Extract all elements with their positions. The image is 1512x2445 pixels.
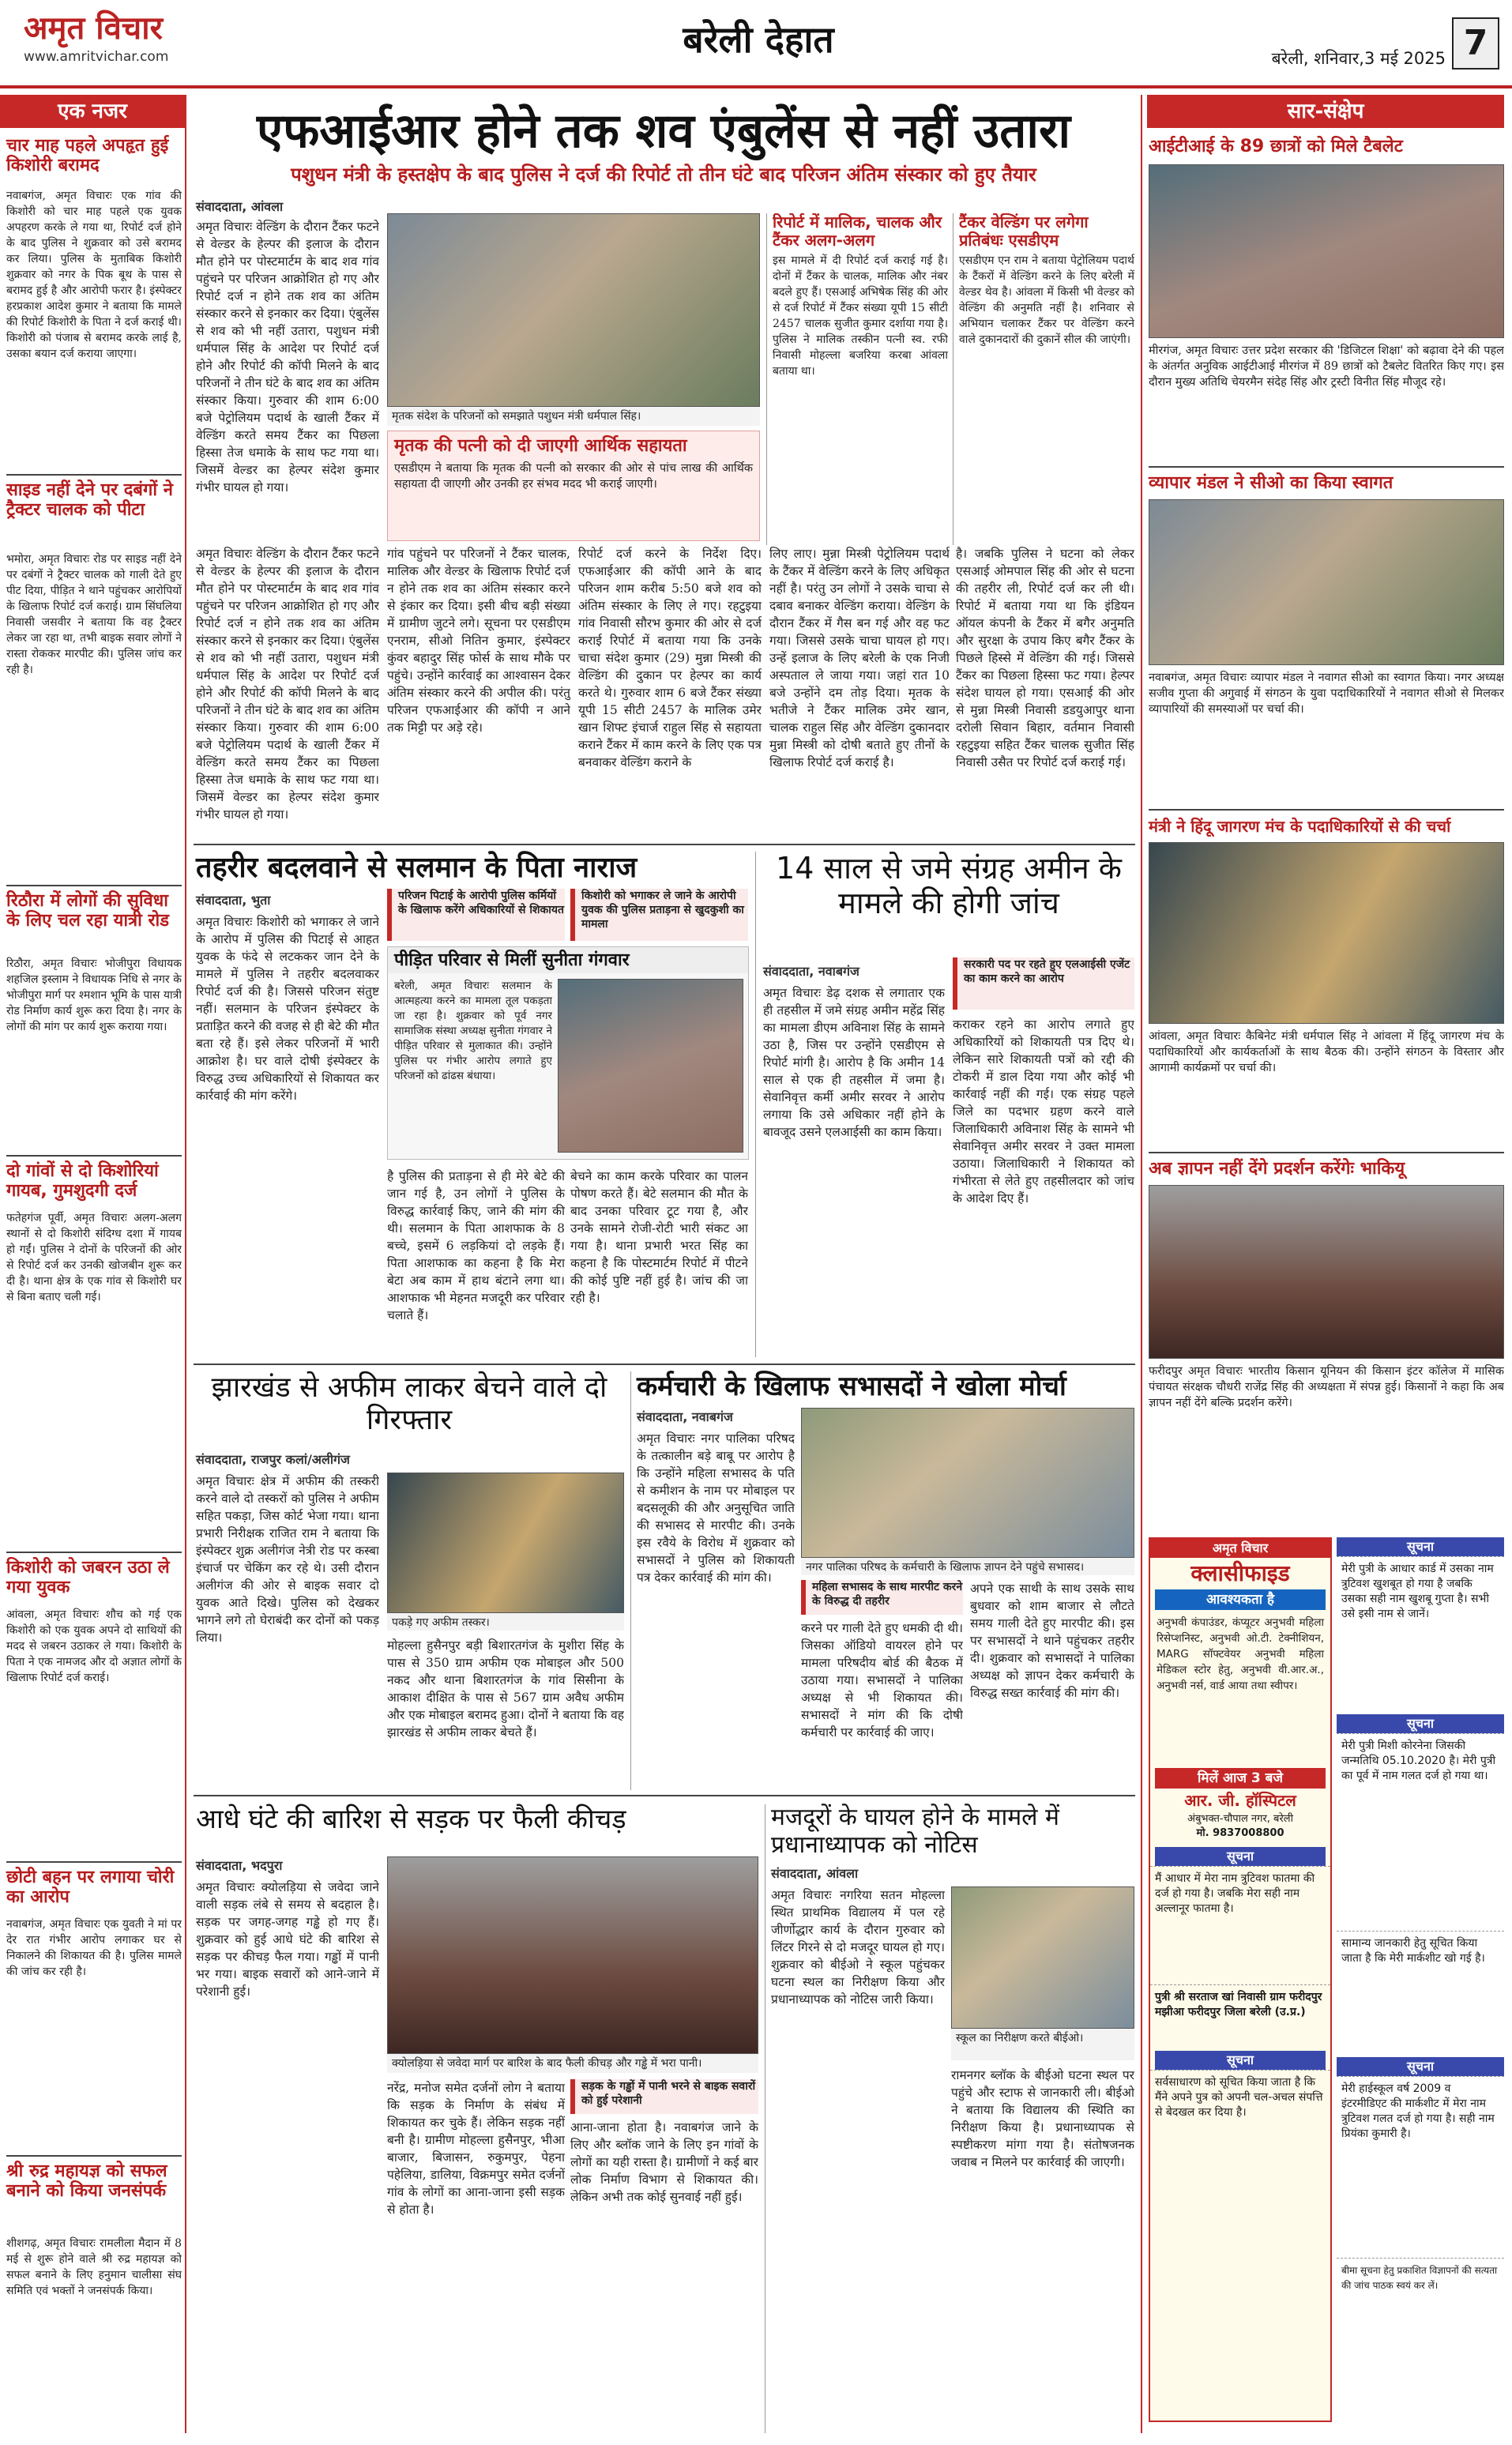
brand-logo: [24, 9, 229, 73]
story-byline: संवाददाता, नवाबगंज: [637, 1409, 733, 1424]
story-byline: संवाददाता, भदपुरा: [196, 1858, 283, 1873]
story-column-2: कराकर रहने का आरोप लगाते हुए अधिकारियों को शिकायती पत्र दिए थे। लेकिन सारे शिकायती पत्रों को रद्दी की टोकरी में डाल दिया गया और कोई भी कार्रवाई नहीं की गई। एक संग्रह पहले जिले का पदभार ग्रहण करने वाले जिलाधिकारी अविनाश सिंह के सामने भी सेवानिवृत्त अमीर सरवर ने उक्त मामला उठाया। जिलाधिकारी ने शिकायत को गंभीरता से लेते हुए तहसीलदार को जांच के आदेश दिए हैं।: [953, 1017, 1134, 1206]
brief-title: व्यापार मंडल ने सीओ का किया स्वागत: [1149, 473, 1394, 493]
story-column-2: रामनगर ब्लॉक के बीईओ घटना स्थल पर पहुंचे और स्टाफ से जानकारी ली। बीईओ ने बताया कि विद्यालय की स्थिति का निरीक्षण किया है। प्रधानाध्यापक से स्पष्टीकरण मांगा गया है। संतोषजनक जवाब न मिलने पर कार्रवाई की जाएगी।: [951, 2068, 1134, 2169]
section-header-ek-nazar: एक नजर: [0, 95, 185, 128]
brand-name: अमृत विचार: [24, 10, 163, 47]
left-column: [0, 95, 186, 2433]
masthead: [0, 0, 1512, 88]
story-byline: संवाददाता, नवाबगंज: [763, 964, 859, 979]
story-byline: संवाददाता, भुता: [196, 893, 271, 908]
lead-info-box: [387, 431, 760, 541]
notice-item: पुत्री श्री सरताज खां निवासी ग्राम फरीदपुर मझीआ फरीदपुर जिला बरेली (उ.प्र.): [1150, 1984, 1330, 2048]
lead-column-3: रिपोर्ट दर्ज करने के निर्देश दिए। एफआईआर की कॉपी आने के बाद परिजन शाम करीब 5:50 बजे शव को अंतिम संस्कार के लिए ले गए। रहटुइया गांव निवासी सौरभ कुमार की ओर से दर्ज कराई रिपोर्ट में बताया गया कि उनके चाचा संदेश कुमार (29) मुन्ना मिस्त्री की वेल्डिंग की दुकान पर हेल्पर का कार्य करते थे। गुरुवार शाम 6 बजे टैंकर संख्या यूपी 15 सीटी 2457 के मालिक उमेर खान शिफ्ट इंचार्ज राहुल सिंह से सहायता कराने टैंकर में काम करने के लिए एक पत्र बनवाकर वेल्डिंग कराने के: [578, 547, 762, 769]
notice-header: सूचना: [1337, 1537, 1504, 1556]
side-story-title: टैंकर वेल्डिंग पर लगेगा प्रतिबंधः एसडीएम: [959, 213, 1089, 250]
brief-text: फरीदपुर अमृत विचारः भारतीय किसान यूनियन की किसान इंटर कॉलेज में मासिक पंचायत संरक्षक चौधरी राजेंद्र सिंह की अध्यक्षता में संपन्न हुई। किसानों ने कहा कि अब ज्ञापन नहीं देंगे बल्कि प्रदर्शन करेंगे।: [1149, 1365, 1504, 1409]
classified-phone[interactable]: मो. 9837008800: [1196, 1827, 1284, 1839]
notice-item: मेरी पुत्री मिशी कोरनेना जिसकी जन्मतिथि 05.10.2020 है। मेरी पुत्री का पूर्व में नाम गलत दर्ज हो गया था।: [1337, 1733, 1504, 1931]
brief-text: फतेहगंज पूर्वी, अमृत विचारः अलग-अलग स्थानों से दो किशोरी संदिग्ध दशा में गायब हो गईं। पुलिस ने दोनों के परिजनों की ओर से रिपोर्ट दर्ज कर उनकी खोजबीन शुरू कर दी है। थाना क्षेत्र के एक गांव से किशोरी घर से बिना बताए चली गई।: [6, 1212, 182, 1303]
story-headline: कर्मचारी के खिलाफ सभासदों ने खोला मोर्चा: [637, 1371, 1066, 1402]
notice-item: सामान्य जानकारी हेतु सूचित किया जाता है कि मेरी मार्कशीट खो गई है।: [1337, 1931, 1504, 2057]
lead-column-2: गांव पहुंचने पर परिजनों ने टैंकर चालक, मालिक और वेल्डर के खिलाफ रिपोर्ट दर्ज न होने तक शव का अंतिम संस्कार करने से इंकार कर दिया। इसी बीच बड़ी संख्या में ग्रामीण जुटने लगे। सूचना पर एसडीएम एनराम, सीओ नितिन कुमार, इंस्पेक्टर कुंवर बहादुर सिंह फोर्स के साथ मौके पर पहुंचे। उन्होंने कार्रवाई का आश्वासन देकर अंतिम संस्कार करने की अपील की। परंतु परिजन एफआईआर की कॉपी न आने तक मिट्टी पर अड़े रहे।: [387, 547, 570, 735]
brief-photo: [1149, 499, 1504, 665]
lead-column-1: अमृत विचारः वेल्डिंग के दौरान टैंकर फटने से वेल्डर के हेल्पर की इलाज के दौरान मौत होने पर पोस्टमार्टम के बाद शव गांव पहुंचने पर परिजन आक्रोशित हो गए और रिपोर्ट दर्ज न होने तक शव का अंतिम संस्कार करने से इनकार कर दिया। एंबुलेंस से शव को भी नहीं उतारा, पशुधन मंत्री धर्मपाल सिंह के आदेश पर रिपोर्ट दर्ज होने और रिपोर्ट की कॉपी मिलने के बाद परिजनों ने तीन घंटे के बाद शव का अंतिम संस्कार किया। गुरुवार की शाम 6:00 बजे पेट्रोलियम पदार्थ के खाली टैंकर में वेल्डिंग करते समय टैंकर का पिछला हिस्सा तेज धमाके के साथ फट गया था। जिसमें वेल्डर का हेल्पर संदेश कुमार गंभीर घायल हो गया।: [196, 220, 379, 495]
story-photo: [558, 979, 743, 1153]
brief-title: अब ज्ञापन नहीं देंगे प्रदर्शन करेंगेः भाकियू: [1149, 1159, 1405, 1179]
brief-title: रिठौरा में लोगों की सुविधा के लिए चल रहा यात्री रोड: [6, 891, 170, 931]
brand-url[interactable]: www.amritvichar.com: [24, 49, 169, 65]
story-column-1: अमृत विचारः डेढ़ दशक से लगातार एक ही तहसील में जमे संग्रह अमीन महेंद्र सिंह का मामला डीएम अविनाश सिंह के सामने उठा है, जिस पर उन्होंने एसडीएम से रिपोर्ट मांगी है। आरोप है कि अमीन 14 साल से एक ही तहसील में जमा है। सेवानिवृत्त कर्मी अमीर सरवर ने आरोप लगाया कि उसे अधिकार नहीं होने के बावजूद उसने एलआईसी का काम किया।: [763, 986, 945, 1139]
story-byline: संवाददाता, राजपुर कलां/अलीगंज: [196, 1452, 350, 1467]
story-photo-caption: पकड़े गए अफीम तस्कर।: [387, 1613, 624, 1631]
side-story-text: एसडीएम एन राम ने बताया पेट्रोलियम पदार्थ के टैंकरों में वेल्डिंग करने के लिए बरेली में वेल्डर थेव है। आंवला में किसी भी वेल्डर को वेल्डिंग की अनुमति नहीं है। शनिवार से अभियान चलाकर टैंकर पर वेल्डिंग करने वाले दुकानदारों की दुकानें सील की जाएंगी।: [959, 254, 1134, 346]
story-headline: मजदूरों के घायल होने के मामले में प्रधानाध्यापक को नोटिस: [771, 1804, 1059, 1859]
brief-text: शीशगढ़, अमृत विचारः रामलीला मैदान में 8 मई से शुरू होने वाले श्री रुद्र महायज्ञ को सफल बनाने के लिए हनुमान चालीसा संघ समिति एवं भक्तों ने जनसंपर्क किया।: [6, 2237, 182, 2297]
story-column-3: आना-जाना होता है। नवाबगंज जाने के लिए और ब्लॉक जाने के लिए इन गांवों के लोगों का यही रास्ता है। ग्रामीणों ने कई बार लोक निर्माण विभाग से शिकायत की। लेकिन अभी तक कोई सुनवाई नहीं हुई।: [570, 2120, 758, 2204]
lead-headline: एफआईआर होने तक शव एंबुलेंस से नहीं उतारा: [256, 103, 1071, 159]
story-column-2: है पुलिस की प्रताड़ना से ही मेरे बेटे की जान गई है, उन लोगों ने पुलिस के विरुद्ध कार्रवाई किए, जाने की मांग की थी। सलमान के पिता आशफाक के 8 बच्चे, इसमें 6 लड़कियां दो लड़के हैं। पिता आशफाक का कहना है कि मेरा बेटा अब काम में हाथ बंटाने लगा था। आशफाक भी मेहनत मजदूरी कर परिवार चलाते हैं।: [387, 1169, 565, 1322]
page-number: 7: [1452, 17, 1499, 70]
story-kicker: महिला सभासद के साथ मारपीट करने के विरुद्ध दी तहरीर: [801, 1580, 963, 1615]
story-byline: संवाददाता, आंवला: [771, 1866, 859, 1881]
story-column-1: अमृत विचारः किशोरी को भगाकर ले जाने के आरोप में पुलिस की पिटाई से आहत युवक के फंदे से लटककर जान देने के मामले में पुलिस ने तहरीर बदलवाकर रिपोर्ट दर्ज की है। जिससे परिजन संतुष्ट नहीं। सलमान के परिजन इंस्पेक्टर के प्रताड़ित करने की वजह से ही बेटे की मौत बता रहे हैं। इसे लेकर परिजनों में भारी आक्रोश है। घर वाले दोषी इंस्पेक्टर के विरुद्ध उच्च अधिकारियों से शिकायत कर कार्रवाई की मांग करेंगे।: [196, 915, 379, 1103]
brief-photo: [1149, 842, 1504, 1024]
side-story-text: इस मामले में दी रिपोर्ट दर्ज कराई गई है। दोनों में टैंकर के चालक, मालिक और नंबर बदले हुए हैं। एसआई अभिषेक सिंह की ओर से दर्ज रिपोर्ट में टैंकर संख्या यूपी 15 सीटी 2457 चालक सुजीत कुमार दर्शाया गया है। पुलिस ने मालिक तस्कीन पत्नी स्व. रफी निवासी मोहल्ला बजरिया करबा आंवला बताया था।: [773, 254, 948, 378]
lead-column-4: लिए लाए। मुन्ना मिस्त्री पेट्रोलियम पदार्थ के टैंकर में वेल्डिंग करने के लिए अधिकृत नहीं है। परंतु उन लोगों ने उसके चाचा से दबाव बनाकर वेल्डिंग कराया। वेल्डिंग के दौरान टैंकर में गैस बन गई और वह फट गया। जिससे उसके चाचा घायल हो गए। उन्हें इलाज के लिए बरेली के एक निजी अस्पताल ले जाया गया। जहां रात 10 बजे उन्होंने दम तोड़ दिया। मृतक के भतीजे ने टैंकर मालिक उमेर खान, चालक राहुल सिंह और वेल्डिंग दुकानदार मुन्ना मिस्त्री को दोषी बताते हुए तीनों के खिलाफ रिपोर्ट दर्ज कराई है।: [769, 547, 950, 769]
story-headline: तहरीर बदलवाने से सलमान के पिता नाराज: [196, 852, 638, 884]
story-column-1: अमृत विचारः नगर पालिका परिषद के तत्कालीन बड़े बाबू पर आरोप है कि उन्होंने महिला सभासद के पति से कमीशन के नाम पर मोबाइल पर बदसलूकी की और अनुसूचित जाति की सभासद से मारपीट की। उनके इस रवैये के विरोध में शुक्रवार को सभासदों ने पुलिस को शिकायती पत्र देकर कार्रवाई की मांग की।: [637, 1431, 795, 1585]
notice-item: सर्वसाधारण को सूचित किया जाता है कि मैंने अपने पुत्र को अपनी चल-अचल संपत्ति से बेदखल कर दिया है।: [1150, 2070, 1330, 2212]
story-box-title: पीड़ित परिवार से मिलीं सुनीता गंगवार: [388, 947, 748, 973]
lead-column-5: है। जबकि पुलिस ने घटना को लेकर एसआई ओमपाल सिंह की ओर से घटना की तहरीर ली, रिपोर्ट दर्ज कर ली थी। रिपोर्ट में बताया गया था कि इंडियन ऑयल कंपनी के टैंकर में बगैर अनुमति और सुरक्षा के उपाय किए बगैर टैंकर के पिछले हिस्से में वेल्डिंग की गई। जिससे टैंकर का पिछला हिस्सा फट गया। हेल्पर संदेश घायल हो गया। एसआई की ओर से मुन्ना मिस्त्री निवासी डडयुआपुर थाना दरोली सिवान बिहार, वर्तमान निवासी रहटुइया सहित टैंकर चालक सुजीत सिंह निवासी उसैत पर रिपोर्ट दर्ज कराई गई।: [956, 547, 1134, 769]
notice-item: मेरी पुत्री के आधार कार्ड में उसका नाम त्रुटिवश खुशबूत हो गया है जबकि उसका सही नाम खुशबू गुप्ता है। सभी उसे इसी नाम से जानें।: [1337, 1556, 1504, 1714]
brief-title: छोटी बहन पर लगाया चोरी का आरोप: [6, 1868, 175, 1908]
classified-hospital: आर. जी. हॉस्पिटल: [1184, 1791, 1296, 1810]
classified-meet: मिलें आज 3 बजे: [1155, 1768, 1326, 1789]
brief-text: भमोरा, अमृत विचारः रोड पर साइड नहीं देने पर दबंगों ने ट्रैक्टर चालक को गाली देते हुए पीट दिया, पीड़ित ने थाने पहुंचकर आरोपियों के खिलाफ रिपोर्ट दर्ज कराई। ग्राम सिंघलिया निवासी जसवीर ने बताया कि वह ट्रैक्टर लेकर जा रहा था, तभी बाइक सवार लोगों ने रास्ता रोककर मारपीट की। पुलिस जांच कर रही है।: [6, 553, 182, 676]
story-column-3: बेचने का काम करके परिवार का पालन पोषण करते हैं। बेटे सलमान की मौत के बाद उनका परिवार टूट गया है, और उनके सामने रोजी-रोटी भारी संकट आ गया है। थाना प्रभारी भरत सिंह का कहना है कि पोस्टमार्टम रिपोर्ट में पीटने की कोई पुष्टि नहीं हुई है। जांच की जा रही है।: [570, 1169, 748, 1305]
side-story-welding-ban: [959, 213, 1134, 545]
notice-header: सूचना: [1155, 2051, 1326, 2070]
side-story-report: [773, 213, 948, 545]
story-photo-caption: क्योलड़िया से जवेदा मार्ग पर बारिश के बाद फैली कीचड़ और गड्ढे में भरा पानी।: [387, 2054, 758, 2073]
notice-header: सूचना: [1337, 2057, 1504, 2076]
section-header-saar: सार-संक्षेप: [1147, 95, 1504, 128]
brief-text: रिठौरा, अमृत विचारः भोजीपुरा विधायक शहजिल इस्लाम ने विधायक निधि से नगर के भोजीपुरा मार्ग पर श्मशान भूमि के पास यात्री रोड निर्माण कार्य शुरू करा दिया है। नगर के लोगों की मांग पर कार्य शुरू कराया गया।: [6, 957, 182, 1033]
story-column-1: अमृत विचारः क्षेत्र में अफीम की तस्करी करने वाले दो तस्करों को पुलिस ने अफीम सहित पकड़ा, जिस कोर्ट भेजा गया। थाना प्रभारी निरीक्षक राजित राम ने बताया कि इंस्पेक्टर शुक्र अलीगंज नेत्री रोड पर कस्बा इंचार्ज पर चेकिंग कर रहे थे। उसी दौरान अलीगंज की ओर से बाइक सवार दो युवक आते दिखे। पुलिस को देखकर भागने लगे तो घेराबंदी कर दोनों को पकड़ लिया।: [196, 1474, 379, 1645]
notice-header: सूचना: [1337, 1714, 1504, 1733]
story-photo: [951, 1886, 1134, 2029]
story-kicker: सड़क के गड्ढों में पानी भरने से बाइक सवारों को हुई परेशानी: [570, 2079, 758, 2114]
classified-need: आवश्यकता है: [1155, 1589, 1326, 1610]
classified-section: [1149, 1537, 1332, 2422]
classified-title: क्लासीफाइड: [1190, 1560, 1290, 1586]
story-headline: झारखंड से अफीम लाकर बेचने वाले दो गिरफ्तार: [211, 1371, 607, 1437]
notice-item: मेरी हाईस्कूल वर्ष 2009 व इंटरमीडिएट की मार्कशीट में मेरा नाम त्रुटिवश गलत दर्ज हो गया है। सही नाम प्रियंका कुमारी है।: [1337, 2076, 1504, 2258]
right-column: [1141, 95, 1504, 2433]
brief-title: श्री रुद्र महायज्ञ को सफल बनाने को किया जनसंपर्क: [6, 2161, 167, 2202]
story-column-3: अपने एक साथी के साथ उसके साथ बुधवार को शाम बाजार से लौटते समय गाली देते हुए मारपीट की। इस पर सभासदों ने थाने पहुंचकर तहरीर दी। शुक्रवार को सभासदों ने पालिका अध्यक्ष को ज्ञापन देकर कर्मचारी के विरुद्ध सख्त कार्रवाई की मांग की।: [970, 1582, 1134, 1700]
info-box-title: मृतक की पत्नी को दी जाएगी आर्थिक सहायता: [394, 436, 687, 456]
story-photo: [801, 1408, 1134, 1558]
brief-title: आईटीआई के 89 छात्रों को मिले टैबलेट: [1149, 137, 1403, 156]
notice-disclaimer: बीमा सूचना हेतु प्रकाशित विज्ञापनों की सत्यता की जांच पाठक स्वयं कर लें।: [1337, 2258, 1504, 2337]
dateline: बरेली, शनिवार,3 मई 2025: [1271, 49, 1446, 68]
brief-text: नवाबगंज, अमृत विचारः एक गांव की किशोरी को चार माह पहले एक युवक अपहरण करके ले गया था, रिपोर्ट दर्ज होने के बाद पुलिस ने शुक्रवार को उसे बरामद कर लिया। पुलिस के मुताबिक किशोरी शुक्रवार को नगर के पिक बूथ के पास से बरामद हुई है और आरोपी फरार है। इंस्पेक्टर हरप्रकाश आदेश कुमार ने बताया कि मामले की रिपोर्ट किशोरी के पिता ने दर्ज कराई थी। किशोरी को पंजाब से बरामद करके लाई है, उसका बयान दर्ज कराया जाएगा।: [6, 190, 182, 360]
story-column-2: नरेंद्र, मनोज समेत दर्जनों लोग ने बताया कि सड़क के निर्माण के संबंध में शिकायत कर चुके हैं। लेकिन सड़क नहीं बनी है। ग्रामीण मोहल्ला हुसैनपुर, भीआ बाजार, बिजासन, रुकुमपुर, पेहना पहेलिया, डालिया, विक्रमपुर समेत दर्जनों गांव के लोगों का आना-जाना इसी सड़क से होता है।: [387, 2081, 565, 2217]
story-photo-caption: स्कूल का निरीक्षण करते बीईओ।: [951, 2029, 1134, 2060]
brief-text: आंवला, अमृत विचारः कैबिनेट मंत्री धर्मपाल सिंह ने आंवला में हिंदू जागरण मंच के पदाधिकारियों और कार्यकर्ताओं के साथ बैठक की। उन्होंने संगठन के विस्तार और आगामी कार्यक्रमों पर चर्चा की।: [1149, 1030, 1504, 1074]
brief-text: नवाबगंज, अमृत विचारः व्यापार मंडल ने नवागत सीओ का स्वागत किया। नगर अध्यक्ष सजीव गुप्ता की अगुवाई में संगठन के युवा पदाधिकारियों ने नवागत सीओ से मिलकर व्यापारियों की समस्याओं पर चर्चा की।: [1149, 671, 1504, 716]
lead-byline: संवाददाता, आंवला: [196, 199, 284, 214]
brief-text: आंवला, अमृत विचारः शौच को गई एक किशोरी को एक युवक अपने दो साथियों की मदद से जबरन उठाकर ले गया। किशोरी के पिता ने एक नामजद और दो अज्ञात लोगों के खिलाफ रिपोर्ट दर्ज कराई।: [6, 1608, 182, 1684]
story-column-2: करने पर गाली देते हुए धमकी दी थी। जिसका ऑडियो वायरल होने पर मामला परिषदीय बोर्ड की बैठक में उठाया गया। सभासदों ने पालिका अध्यक्ष से भी शिकायत की। सभासदों ने मांग की कि दोषी कर्मचारी पर कार्रवाई की जाए।: [801, 1621, 963, 1740]
lead-subheadline: पशुधन मंत्री के हस्तक्षेप के बाद पुलिस ने दर्ज की रिपोर्ट तो तीन घंटे बाद परिजन अंतिम संस्कार को हुए तैयार: [291, 164, 1036, 186]
story-kicker: सरकारी पद पर रहते हुए एलआईसी एजेंट का काम करने का आरोप: [953, 957, 1134, 1010]
notice-column: [1337, 1537, 1504, 2422]
brief-title: चार माह पहले अपहृत हुई किशोरी बरामद: [6, 136, 169, 176]
lead-column-1b: अमृत विचारः वेल्डिंग के दौरान टैंकर फटने से वेल्डर के हेल्पर की इलाज के दौरान मौत होने पर पोस्टमार्टम के बाद शव गांव पहुंचने पर परिजन आक्रोशित हो गए और रिपोर्ट दर्ज न होने तक शव का अंतिम संस्कार करने से इनकार कर दिया। एंबुलेंस से शव को भी नहीं उतारा, पशुधन मंत्री धर्मपाल सिंह के आदेश पर रिपोर्ट दर्ज होने और रिपोर्ट की कॉपी मिलने के बाद परिजनों ने तीन घंटे के बाद शव का अंतिम संस्कार किया। गुरुवार की शाम 6:00 बजे पेट्रोलियम पदार्थ के खाली टैंकर में वेल्डिंग करते समय टैंकर का पिछला हिस्सा तेज धमाके के साथ फट गया था। जिसमें वेल्डर का हेल्पर संदेश कुमार गंभीर घायल हो गया।: [196, 547, 379, 822]
story-photo: [387, 1856, 758, 2054]
story-photo: [387, 1473, 624, 1613]
lead-photo: [387, 213, 760, 407]
story-kicker: परिजन पिटाई के आरोपी पुलिस कर्मियों के खिलाफ करेंगे अधिकारियों से शिकायत: [387, 889, 565, 941]
brief-photo: [1149, 1185, 1504, 1359]
brief-text: नवाबगंज, अमृत विचारः एक युवती ने मां पर देर रात गंभीर आरोप लगाकर घर से निकालने की शिकायत की है। पुलिस मामले की जांच कर रही है।: [6, 1918, 182, 1978]
story-box: [387, 946, 749, 1160]
classified-job-ad: अनुभवी कंपाउंडर, कंप्यूटर अनुभवी महिला रिसेप्शनिस्ट, अनुभवी ओ.टी. टेक्नीशियन, MARG सॉफ्टवेयर अनुभवी महिला मेडिकल स्टोर हेतु, अनुभवी वी.आर.अ., अनुभवी नर्स, वार्ड आया तथा स्वीपर।: [1157, 1616, 1324, 1692]
side-story-title: रिपोर्ट में मालिक, चालक और टैंकर अलग-अलग: [773, 213, 942, 250]
classified-address: अंबुभक्त-चौपाल नगर, बरेली: [1187, 1813, 1293, 1825]
classified-brand: अमृत विचार: [1150, 1539, 1330, 1558]
info-box-text: एसडीएम ने बताया कि मृतक की पत्नी को सरकार की ओर से पांच लाख की आर्थिक सहायता दी जाएगी और उनकी हर संभव मदद भी कराई जाएगी।: [394, 462, 753, 491]
edition-title: बरेली देहात: [683, 18, 834, 61]
story-column-1: अमृत विचारः नगरिया सतन मोहल्ला स्थित प्राथमिक विद्यालय में पल रहे जीर्णोद्धार कार्य के दौरान गुरुवार को लिंटर गिरने से दो मजदूर घायल हो गए। शुक्रवार को बीईओ ने स्कूल पहुंचकर घटना स्थल का निरीक्षण किया और प्रधानाध्यापक को नोटिस जारी किया।: [771, 1888, 945, 2007]
lead-photo-caption: मृतक संदेश के परिजनों को समझाते पशुधन मंत्री धर्मपाल सिंह।: [387, 407, 760, 426]
brief-photo: [1149, 164, 1504, 338]
brief-title: दो गांवों से दो किशोरियां गायब, गुमशुदगी दर्ज: [6, 1161, 159, 1202]
story-column-1: अमृत विचारः क्योलड़िया से जवेदा जाने वाली सड़क लंबे से समय से बदहाल है। सड़क पर जगह-जगह गड्ढे हो गए हैं। शुक्रवार को हुई आधे घंटे की बारिश से सड़क पर कीचड़ फैल गया। गड्ढों में पानी भर गया। बाइक सवारों को आने-जाने में परेशानी हुई।: [196, 1880, 379, 1999]
brief-title: किशोरी को जबरन उठा ले गया युवक: [6, 1558, 170, 1598]
notice-item: मैं आधार में मेरा नाम त्रुटिवश फातमा की दर्ज हो गया है। जबकि मेरा सही नाम अल्लानूर फातमा है।: [1150, 1866, 1330, 1984]
story-box-text: बरेली, अमृत विचारः सलमान के आत्महत्या करने का मामला तूल पकड़ता जा रहा है। शुक्रवार को पूर्व नगर सामाजिक संस्था अध्यक्ष सुनीता गंगवार ने पीड़ित परिवार से मुलाकात की। उन्होंने पुलिस पर गंभीर आरोप लगाते हुए परिजनों को ढांढस बंधाया।: [394, 980, 552, 1082]
brief-title: साइड नहीं देने पर दबंगों ने ट्रैक्टर चालक को पीटा: [6, 480, 173, 521]
story-kicker: किशोरी को भगाकर ले जाने के आरोपी युवक की पुलिस प्रताड़ना से खुदकुशी का मामला: [570, 889, 748, 941]
story-headline: 14 साल से जमे संग्रह अमीन के मामले की होगी जांच: [776, 851, 1122, 920]
story-column-2: मोहल्ला हुसैनपुर बड़ी बिशारतगंज के मुशीरा सिंह के पास से 350 ग्राम अफीम एक मोबाइल और 500 नकद और थाना बिशारतगंज के गांव सिसीना के आकाश दीक्षित के पास से 567 ग्राम अवैध अफीम और एक मोबाइल बरामद हुआ। दोनों ने बताया कि वह झारखंड से अफीम लाकर बेचते हैं।: [387, 1638, 624, 1740]
brief-title: मंत्री ने हिंदू जागरण मंच के पदाधिकारियों से की चर्चा: [1149, 817, 1451, 836]
story-headline: आधे घंटे की बारिश से सड़क पर फैली कीचड़: [196, 1804, 626, 1835]
brief-text: मीरगंज, अमृत विचारः उत्तर प्रदेश सरकार की 'डिजिटल शिक्षा' को बढ़ावा देने की पहल के अंतर्गत अनुविक आईटीआई मीरगंज में 89 छात्रों को टैबलेट वितरित किए गए। इस दौरान मुख्य अतिथि चेयरमैन संदेह सिंह और ट्रस्टी विनीत सिंह मौजूद रहे।: [1149, 344, 1504, 389]
notice-header: सूचना: [1155, 1847, 1326, 1866]
story-photo-caption: नगर पालिका परिषद के कर्मचारी के खिलाफ ज्ञापन देने पहुंचे सभासद।: [801, 1558, 1134, 1575]
